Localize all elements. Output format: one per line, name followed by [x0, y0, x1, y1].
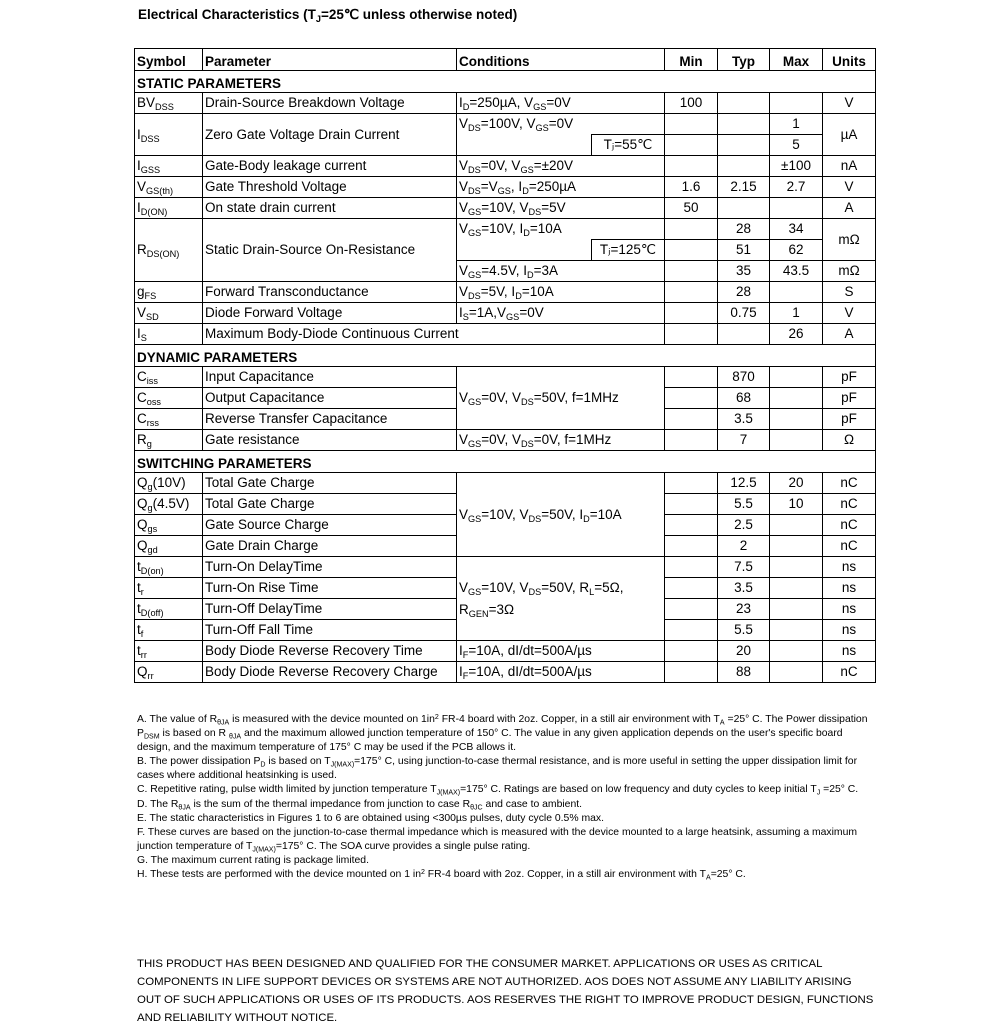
units-cell: mΩ — [823, 261, 876, 282]
symbol-cell: $t_{D(on)}$ — [135, 557, 203, 578]
typ-cell: 870 — [718, 367, 770, 388]
table-row — [135, 177, 876, 198]
electrical-characteristics-table — [134, 48, 876, 683]
conditions-cell: $V_{DS}=100V$, $V_{GS}=0V$ — [457, 114, 665, 135]
symbol-cell: $R_g$ — [135, 430, 203, 451]
units-cell: V — [823, 303, 876, 324]
min-cell — [665, 303, 718, 324]
table-row — [135, 641, 876, 662]
parameter-cell: Output Capacitance — [203, 388, 457, 409]
parameter-cell: Total Gate Charge — [203, 494, 457, 515]
conditions-cell: $V_{GS}=0V$, $V_{DS}=50V$, f=1MHz — [457, 367, 665, 430]
max-cell: ±100 — [770, 156, 823, 177]
table-row — [135, 219, 876, 240]
max-cell — [770, 198, 823, 219]
conditions-cell: $I_S=1A,V_{GS}=0V$ — [457, 303, 665, 324]
units-cell: nC — [823, 473, 876, 494]
symbol-cell: $t_{rr}$ — [135, 641, 203, 662]
parameter-cell: Forward Transconductance — [203, 282, 457, 303]
conditions-cell: $V_{GS}=4.5V$, $I_D=3A$ — [457, 261, 665, 282]
max-cell: 34 — [770, 219, 823, 240]
symbol-cell: $Q_g(4.5V)$ — [135, 494, 203, 515]
symbol-cell: $I_S$ — [135, 324, 203, 345]
header-units: Units — [823, 49, 876, 71]
parameter-cell: Input Capacitance — [203, 367, 457, 388]
tj-condition-cell: Tⱼ=55℃ — [592, 135, 665, 156]
min-cell — [665, 536, 718, 557]
typ-cell: 5.5 — [718, 494, 770, 515]
table-row — [135, 430, 876, 451]
parameter-cell: Turn-On DelayTime — [203, 557, 457, 578]
symbol-cell: $I_{DSS}$ — [135, 114, 203, 156]
parameter-cell: Turn-Off DelayTime — [203, 599, 457, 620]
parameter-cell: Reverse Transfer Capacitance — [203, 409, 457, 430]
parameter-cell: Body Diode Reverse Recovery Charge — [203, 662, 457, 683]
conditions-cell: $V_{DS}=0V$, $V_{GS}=\pm 20V$ — [457, 156, 665, 177]
min-cell — [665, 388, 718, 409]
parameter-cell: On state drain current — [203, 198, 457, 219]
typ-cell: 51 — [718, 240, 770, 261]
min-cell: 1.6 — [665, 177, 718, 198]
typ-cell: 35 — [718, 261, 770, 282]
conditions-cell: $V_{GS}=10V$, $V_{DS}=50V$, $I_D=10A$ — [457, 473, 665, 557]
typ-cell: 20 — [718, 641, 770, 662]
parameter-cell: Zero Gate Voltage Drain Current — [203, 114, 457, 156]
typ-cell: 3.5 — [718, 409, 770, 430]
units-cell: ns — [823, 557, 876, 578]
min-cell — [665, 114, 718, 135]
max-cell: 20 — [770, 473, 823, 494]
footnote-e: E. The static characteristics in Figures 1 to 6 are obtained using <300µs pulses, duty cycle 0.5% max. — [137, 812, 604, 824]
header-conditions: Conditions — [457, 49, 665, 71]
table-row — [135, 662, 876, 683]
units-cell: nA — [823, 156, 876, 177]
symbol-cell: $Q_{rr}$ — [135, 662, 203, 683]
table-row — [135, 282, 876, 303]
units-cell: ns — [823, 620, 876, 641]
min-cell — [665, 324, 718, 345]
max-cell: 10 — [770, 494, 823, 515]
parameter-cell: Diode Forward Voltage — [203, 303, 457, 324]
units-cell: pF — [823, 409, 876, 430]
max-cell: 1 — [770, 303, 823, 324]
parameter-cell: Maximum Body-Diode Continuous Current — [203, 324, 665, 345]
max-cell: 2.7 — [770, 177, 823, 198]
max-cell — [770, 662, 823, 683]
typ-cell — [718, 324, 770, 345]
min-cell — [665, 641, 718, 662]
units-cell: ns — [823, 599, 876, 620]
header-symbol: Symbol — [135, 49, 203, 71]
units-cell: mΩ — [823, 219, 876, 261]
min-cell — [665, 219, 718, 240]
header-typ: Typ — [718, 49, 770, 71]
table-row — [135, 557, 876, 578]
min-cell: 100 — [665, 93, 718, 114]
max-cell — [770, 599, 823, 620]
parameter-cell: Total Gate Charge — [203, 473, 457, 494]
typ-cell: 7.5 — [718, 557, 770, 578]
units-cell: pF — [823, 388, 876, 409]
symbol-cell: $I_{GSS}$ — [135, 156, 203, 177]
section-switching: SWITCHING PARAMETERS — [135, 451, 876, 473]
section-static: STATIC PARAMETERS — [135, 71, 876, 93]
footnote-h: H. These tests are performed with the device mounted on 1 $in^2$ FR-4 board with 2oz. Copper, in a still air environment with $T_A=25^\circ$ C. — [137, 868, 746, 882]
footnote-a: A. The value of $R_{\theta JA}$ is measured with the device mounted on $1in^2$ FR-4 board with 2oz. Copper, in a still air environment with $T_A =25^\circ$ C. The Power dissipation $P_{DSM}$ is based on R $_{\theta JA}$ and the maximum allowed junction temperature of 150° C. The value in any given application depends on the user's specific board design, and the maximum temperature of 175° C may be used if the PCB allows it. — [137, 713, 868, 754]
typ-cell: 23 — [718, 599, 770, 620]
max-cell — [770, 282, 823, 303]
disclaimer-text: THIS PRODUCT HAS BEEN DESIGNED AND QUALIFIED FOR THE CONSUMER MARKET. APPLICATIONS OR USES AS CRITICAL COMPONENTS IN LIFE SUPPORT DEVICES OR SYSTEMS ARE NOT AUTHORIZED. AOS DOES NOT ASSUME ANY LIABILITY ARISING OUT OF SUCH APPLICATIONS OR USES OF ITS PRODUCTS. AOS RESERVES THE RIGHT TO IMPROVE PRODUCT DESIGN, FUNCTIONS AND RELIABILITY WITHOUT NOTICE. — [137, 958, 874, 1024]
units-cell: nC — [823, 494, 876, 515]
symbol-cell: $t_{D(off)}$ — [135, 599, 203, 620]
typ-cell: 28 — [718, 219, 770, 240]
typ-cell: 3.5 — [718, 578, 770, 599]
conditions-cell: $V_{GS}=0V$, $V_{DS}=0V$, f=1MHz — [457, 430, 665, 451]
page-title: Electrical Characteristics ($T_J=25℃$ unless otherwise noted) — [138, 7, 518, 24]
typ-cell: 5.5 — [718, 620, 770, 641]
max-cell: 1 — [770, 114, 823, 135]
conditions-cell: $V_{DS}=5V$, $I_D=10A$ — [457, 282, 665, 303]
table-header-row — [135, 49, 876, 71]
units-cell: V — [823, 177, 876, 198]
table-row — [135, 198, 876, 219]
parameter-cell: Gate Drain Charge — [203, 536, 457, 557]
min-cell — [665, 156, 718, 177]
units-cell: nC — [823, 662, 876, 683]
parameter-cell: Turn-Off Fall Time — [203, 620, 457, 641]
conditions-cell: $V_{DS}=V_{GS}$, $I_D=250\mu A$ — [457, 177, 665, 198]
min-cell — [665, 578, 718, 599]
max-cell: 43.5 — [770, 261, 823, 282]
max-cell — [770, 93, 823, 114]
max-cell — [770, 409, 823, 430]
tj-condition-cell: Tⱼ=125℃ — [592, 240, 665, 261]
max-cell — [770, 557, 823, 578]
typ-cell — [718, 156, 770, 177]
symbol-cell: $C_{rss}$ — [135, 409, 203, 430]
min-cell — [665, 599, 718, 620]
conditions-cell: $V_{GS}=10V$, $I_D=10A$ — [457, 219, 665, 240]
units-cell: nC — [823, 515, 876, 536]
symbol-cell: $Q_g(10V)$ — [135, 473, 203, 494]
typ-cell: 68 — [718, 388, 770, 409]
symbol-cell: $C_{oss}$ — [135, 388, 203, 409]
conditions-cell: $I_F=10A$, dI/dt=500A/µs — [457, 662, 665, 683]
min-cell — [665, 409, 718, 430]
footnote-f: F. These curves are based on the junction-to-case thermal impedance which is measured with the device mounted to a large heatsink, assuming a maximum junction temperature of $T_{J(MAX)}=175^\circ$ C. The SOA curve provides a single pulse rating. — [137, 826, 858, 854]
conditions-cell: $I_D=250\mu A$, $V_{GS}=0V$ — [457, 93, 665, 114]
parameter-cell: Gate-Body leakage current — [203, 156, 457, 177]
units-cell: Ω — [823, 430, 876, 451]
conditions-cell: $V_{GS}=10V$, $V_{DS}=50V$, $R_L=5\Omega$, $R_{GEN}=3\Omega$ — [457, 557, 665, 641]
table-row — [135, 367, 876, 388]
max-cell — [770, 388, 823, 409]
typ-cell: 2.5 — [718, 515, 770, 536]
units-cell: pF — [823, 367, 876, 388]
min-cell: 50 — [665, 198, 718, 219]
min-cell — [665, 473, 718, 494]
typ-cell: 88 — [718, 662, 770, 683]
footnote-c: C. Repetitive rating, pulse width limited by junction temperature $T_{J(MAX)}=175^\circ$ C. Ratings are based on low frequency and duty cycles to keep initial $T_J =25^\circ$ C. — [137, 784, 859, 797]
conditions-cell — [457, 135, 592, 156]
min-cell — [665, 662, 718, 683]
parameter-cell: Gate resistance — [203, 430, 457, 451]
header-max: Max — [770, 49, 823, 71]
symbol-cell: $Q_{gd}$ — [135, 536, 203, 557]
units-cell: µA — [823, 114, 876, 156]
min-cell — [665, 282, 718, 303]
parameter-cell: Turn-On Rise Time — [203, 578, 457, 599]
parameter-cell: Gate Threshold Voltage — [203, 177, 457, 198]
footnotes — [137, 713, 877, 882]
min-cell — [665, 557, 718, 578]
parameter-cell: Drain-Source Breakdown Voltage — [203, 93, 457, 114]
symbol-cell: $V_{GS(th)}$ — [135, 177, 203, 198]
typ-cell: 2.15 — [718, 177, 770, 198]
table-row — [135, 114, 876, 135]
parameter-cell: Body Diode Reverse Recovery Time — [203, 641, 457, 662]
header-min: Min — [665, 49, 718, 71]
typ-cell — [718, 93, 770, 114]
units-cell: ns — [823, 578, 876, 599]
min-cell — [665, 261, 718, 282]
min-cell — [665, 620, 718, 641]
typ-cell: 7 — [718, 430, 770, 451]
min-cell — [665, 367, 718, 388]
symbol-cell: $t_f$ — [135, 620, 203, 641]
symbol-cell: $I_{D(ON)}$ — [135, 198, 203, 219]
max-cell — [770, 367, 823, 388]
symbol-cell: $BV_{DSS}$ — [135, 93, 203, 114]
footnote-b: B. The power dissipation $P_D$ is based on $T_{J(MAX)}=175^\circ$ C, using junction-to-case thermal resistance, and is more useful in setting the upper dissipation limit for cases where additional heatsinking is used. — [137, 756, 858, 782]
max-cell: 26 — [770, 324, 823, 345]
min-cell — [665, 135, 718, 156]
units-cell: S — [823, 282, 876, 303]
min-cell — [665, 430, 718, 451]
min-cell — [665, 515, 718, 536]
table-row — [135, 303, 876, 324]
typ-cell — [718, 114, 770, 135]
conditions-cell: $V_{GS}=10V$, $V_{DS}=5V$ — [457, 198, 665, 219]
conditions-cell: $I_F=10A$, dI/dt=500A/µs — [457, 641, 665, 662]
symbol-cell: $V_{SD}$ — [135, 303, 203, 324]
table-row — [135, 473, 876, 494]
typ-cell: 12.5 — [718, 473, 770, 494]
typ-cell: 28 — [718, 282, 770, 303]
header-parameter: Parameter — [203, 49, 457, 71]
conditions-cell — [457, 240, 592, 261]
typ-cell — [718, 198, 770, 219]
units-cell: ns — [823, 641, 876, 662]
symbol-cell: $g_{FS}$ — [135, 282, 203, 303]
symbol-cell: $C_{iss}$ — [135, 367, 203, 388]
typ-cell — [718, 135, 770, 156]
min-cell — [665, 240, 718, 261]
table-row — [135, 324, 876, 345]
max-cell — [770, 515, 823, 536]
typ-cell: 2 — [718, 536, 770, 557]
max-cell — [770, 620, 823, 641]
symbol-cell: $R_{DS(ON)}$ — [135, 219, 203, 282]
max-cell: 62 — [770, 240, 823, 261]
max-cell — [770, 578, 823, 599]
max-cell — [770, 536, 823, 557]
min-cell — [665, 494, 718, 515]
max-cell — [770, 641, 823, 662]
max-cell: 5 — [770, 135, 823, 156]
units-cell: A — [823, 324, 876, 345]
units-cell: V — [823, 93, 876, 114]
units-cell: A — [823, 198, 876, 219]
units-cell: nC — [823, 536, 876, 557]
section-dynamic: DYNAMIC PARAMETERS — [135, 345, 876, 367]
footnote-d: D. The $R_{\theta JA}$ is the sum of the thermal impedance from junction to case $R_{\theta JC}$ and case to ambient. — [137, 798, 583, 811]
symbol-cell: $t_r$ — [135, 578, 203, 599]
parameter-cell: Gate Source Charge — [203, 515, 457, 536]
typ-cell: 0.75 — [718, 303, 770, 324]
max-cell — [770, 430, 823, 451]
table-row — [135, 156, 876, 177]
parameter-cell: Static Drain-Source On-Resistance — [203, 219, 457, 282]
table-row — [135, 93, 876, 114]
symbol-cell: $Q_{gs}$ — [135, 515, 203, 536]
footnote-g: G. The maximum current rating is package limited. — [137, 854, 369, 866]
